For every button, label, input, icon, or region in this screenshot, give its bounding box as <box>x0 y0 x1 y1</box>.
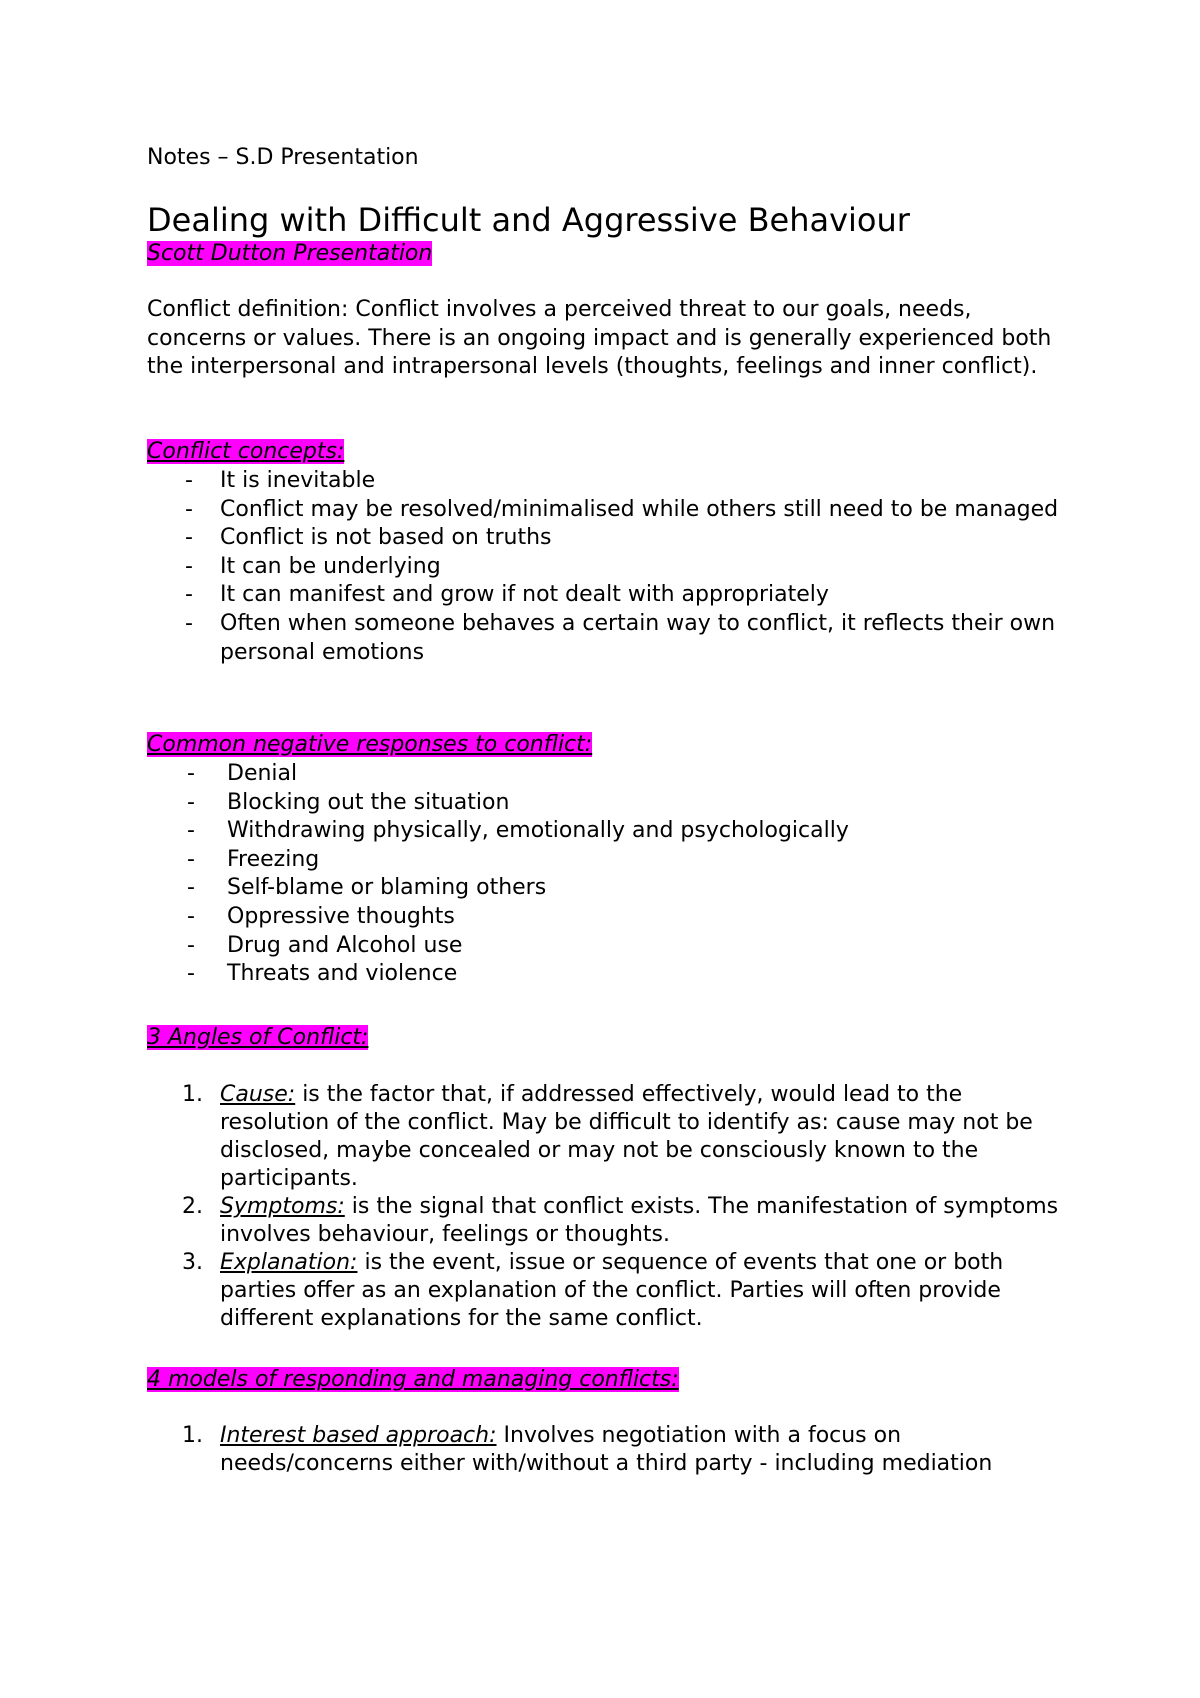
dash-bullet: - <box>185 468 193 493</box>
list-item-text: Freezing <box>227 846 320 872</box>
angles-heading-text: 3 Angles of Conflict: <box>147 1025 369 1050</box>
term-interest-based: Interest based approach: <box>220 1423 497 1448</box>
models-list <box>147 1422 1067 1478</box>
dash-bullet: - <box>187 761 195 786</box>
pre-title: Notes – S.D Presentation <box>147 145 419 170</box>
document-title: Dealing with Difficult and Aggressive Behaviour <box>147 201 910 239</box>
list-item <box>147 817 1067 846</box>
dash-bullet: - <box>187 875 195 901</box>
list-item <box>147 496 1067 525</box>
list-item-text: Conflict may be resolved/minimalised while others still need to be managed <box>220 496 1059 522</box>
dash-bullet: - <box>185 525 193 551</box>
concepts-heading-text: Conflict concepts: <box>147 439 345 464</box>
list-item <box>147 932 1067 961</box>
dash-bullet: - <box>187 961 195 987</box>
list-item <box>147 1081 1067 1193</box>
list-item-text: Drug and Alcohol use <box>227 932 463 958</box>
list-item-text: It is inevitable <box>220 468 376 493</box>
subtitle-text: Scott Dutton Presentation <box>147 241 433 266</box>
term-description: is the signal that conflict exists. The manifestation of symptoms involves behaviour, feelings or thoughts. <box>220 1194 1059 1247</box>
list-item <box>147 789 1067 818</box>
list-item <box>147 960 1067 989</box>
dash-bullet: - <box>185 553 193 579</box>
negative-responses-list <box>147 760 1067 989</box>
list-item-text: Blocking out the situation <box>227 789 510 815</box>
list-item-text: Conflict is not based on truths <box>220 525 552 551</box>
list-item-text: Denial <box>227 761 298 786</box>
dash-bullet: - <box>187 818 195 844</box>
term-explanation: Explanation: <box>220 1250 358 1275</box>
dash-bullet: - <box>185 610 193 636</box>
list-item <box>147 581 1067 610</box>
list-item-text: Threats and violence <box>227 961 458 987</box>
concepts-list <box>147 467 1067 667</box>
list-number: 2. <box>182 1194 203 1219</box>
negative-responses-heading <box>147 731 592 759</box>
list-item <box>147 467 1067 496</box>
negative-responses-heading-text: Common negative responses to conflict: <box>147 732 593 757</box>
models-heading <box>147 1366 679 1394</box>
list-item-text: Often when someone behaves a certain way to conflict, it reflects their own personal emotions <box>220 610 1056 665</box>
list-number: 1. <box>182 1082 203 1107</box>
subtitle <box>147 240 432 268</box>
term-description: is the event, issue or sequence of events that one or both parties offer as an explanation of the conflict. Parties will often provide different explanations for the same conflict. <box>220 1250 1004 1331</box>
term-cause: Cause: <box>220 1082 296 1107</box>
list-item-text: It can manifest and grow if not dealt with appropriately <box>220 582 829 608</box>
term-description: Involves negotiation with a focus on needs/concerns either with/without a third party - including mediation <box>220 1423 993 1476</box>
list-number: 3. <box>182 1250 203 1275</box>
list-number: 1. <box>182 1423 203 1448</box>
dash-bullet: - <box>187 789 195 815</box>
dash-bullet: - <box>187 846 195 872</box>
list-item <box>147 553 1067 582</box>
list-item-text: Oppressive thoughts <box>227 903 455 929</box>
list-item-text: Self-blame or blaming others <box>227 875 547 901</box>
angles-heading <box>147 1024 368 1052</box>
definition-paragraph: Conflict definition: Conflict involves a perceived threat to our goals, needs, concerns or values. There is an ongoing impact and is generally experienced both the interpersonal and intrapersonal levels (thoughts, feelings and inner conflict). <box>147 297 1052 379</box>
list-item <box>147 1422 1067 1478</box>
angles-list <box>147 1081 1067 1333</box>
term-description: is the factor that, if addressed effectively, would lead to the resolution of the conflict. May be difficult to identify as: cause may not be disclosed, maybe concealed or may not be consciously known to the participants. <box>220 1082 1033 1191</box>
concepts-heading <box>147 438 344 466</box>
list-item <box>147 1193 1067 1249</box>
list-item <box>147 874 1067 903</box>
list-item <box>147 760 1067 789</box>
list-item <box>147 846 1067 875</box>
list-item-text: It can be underlying <box>220 553 441 579</box>
models-heading-text: 4 models of responding and managing conflicts: <box>147 1367 679 1392</box>
term-symptoms: Symptoms: <box>220 1194 345 1219</box>
dash-bullet: - <box>185 582 193 608</box>
dash-bullet: - <box>185 496 193 522</box>
dash-bullet: - <box>187 932 195 958</box>
list-item <box>147 1249 1067 1333</box>
list-item-text: Withdrawing physically, emotionally and psychologically <box>227 818 849 844</box>
dash-bullet: - <box>187 903 195 929</box>
list-item <box>147 524 1067 553</box>
list-item <box>147 903 1067 932</box>
list-item <box>147 610 1067 667</box>
